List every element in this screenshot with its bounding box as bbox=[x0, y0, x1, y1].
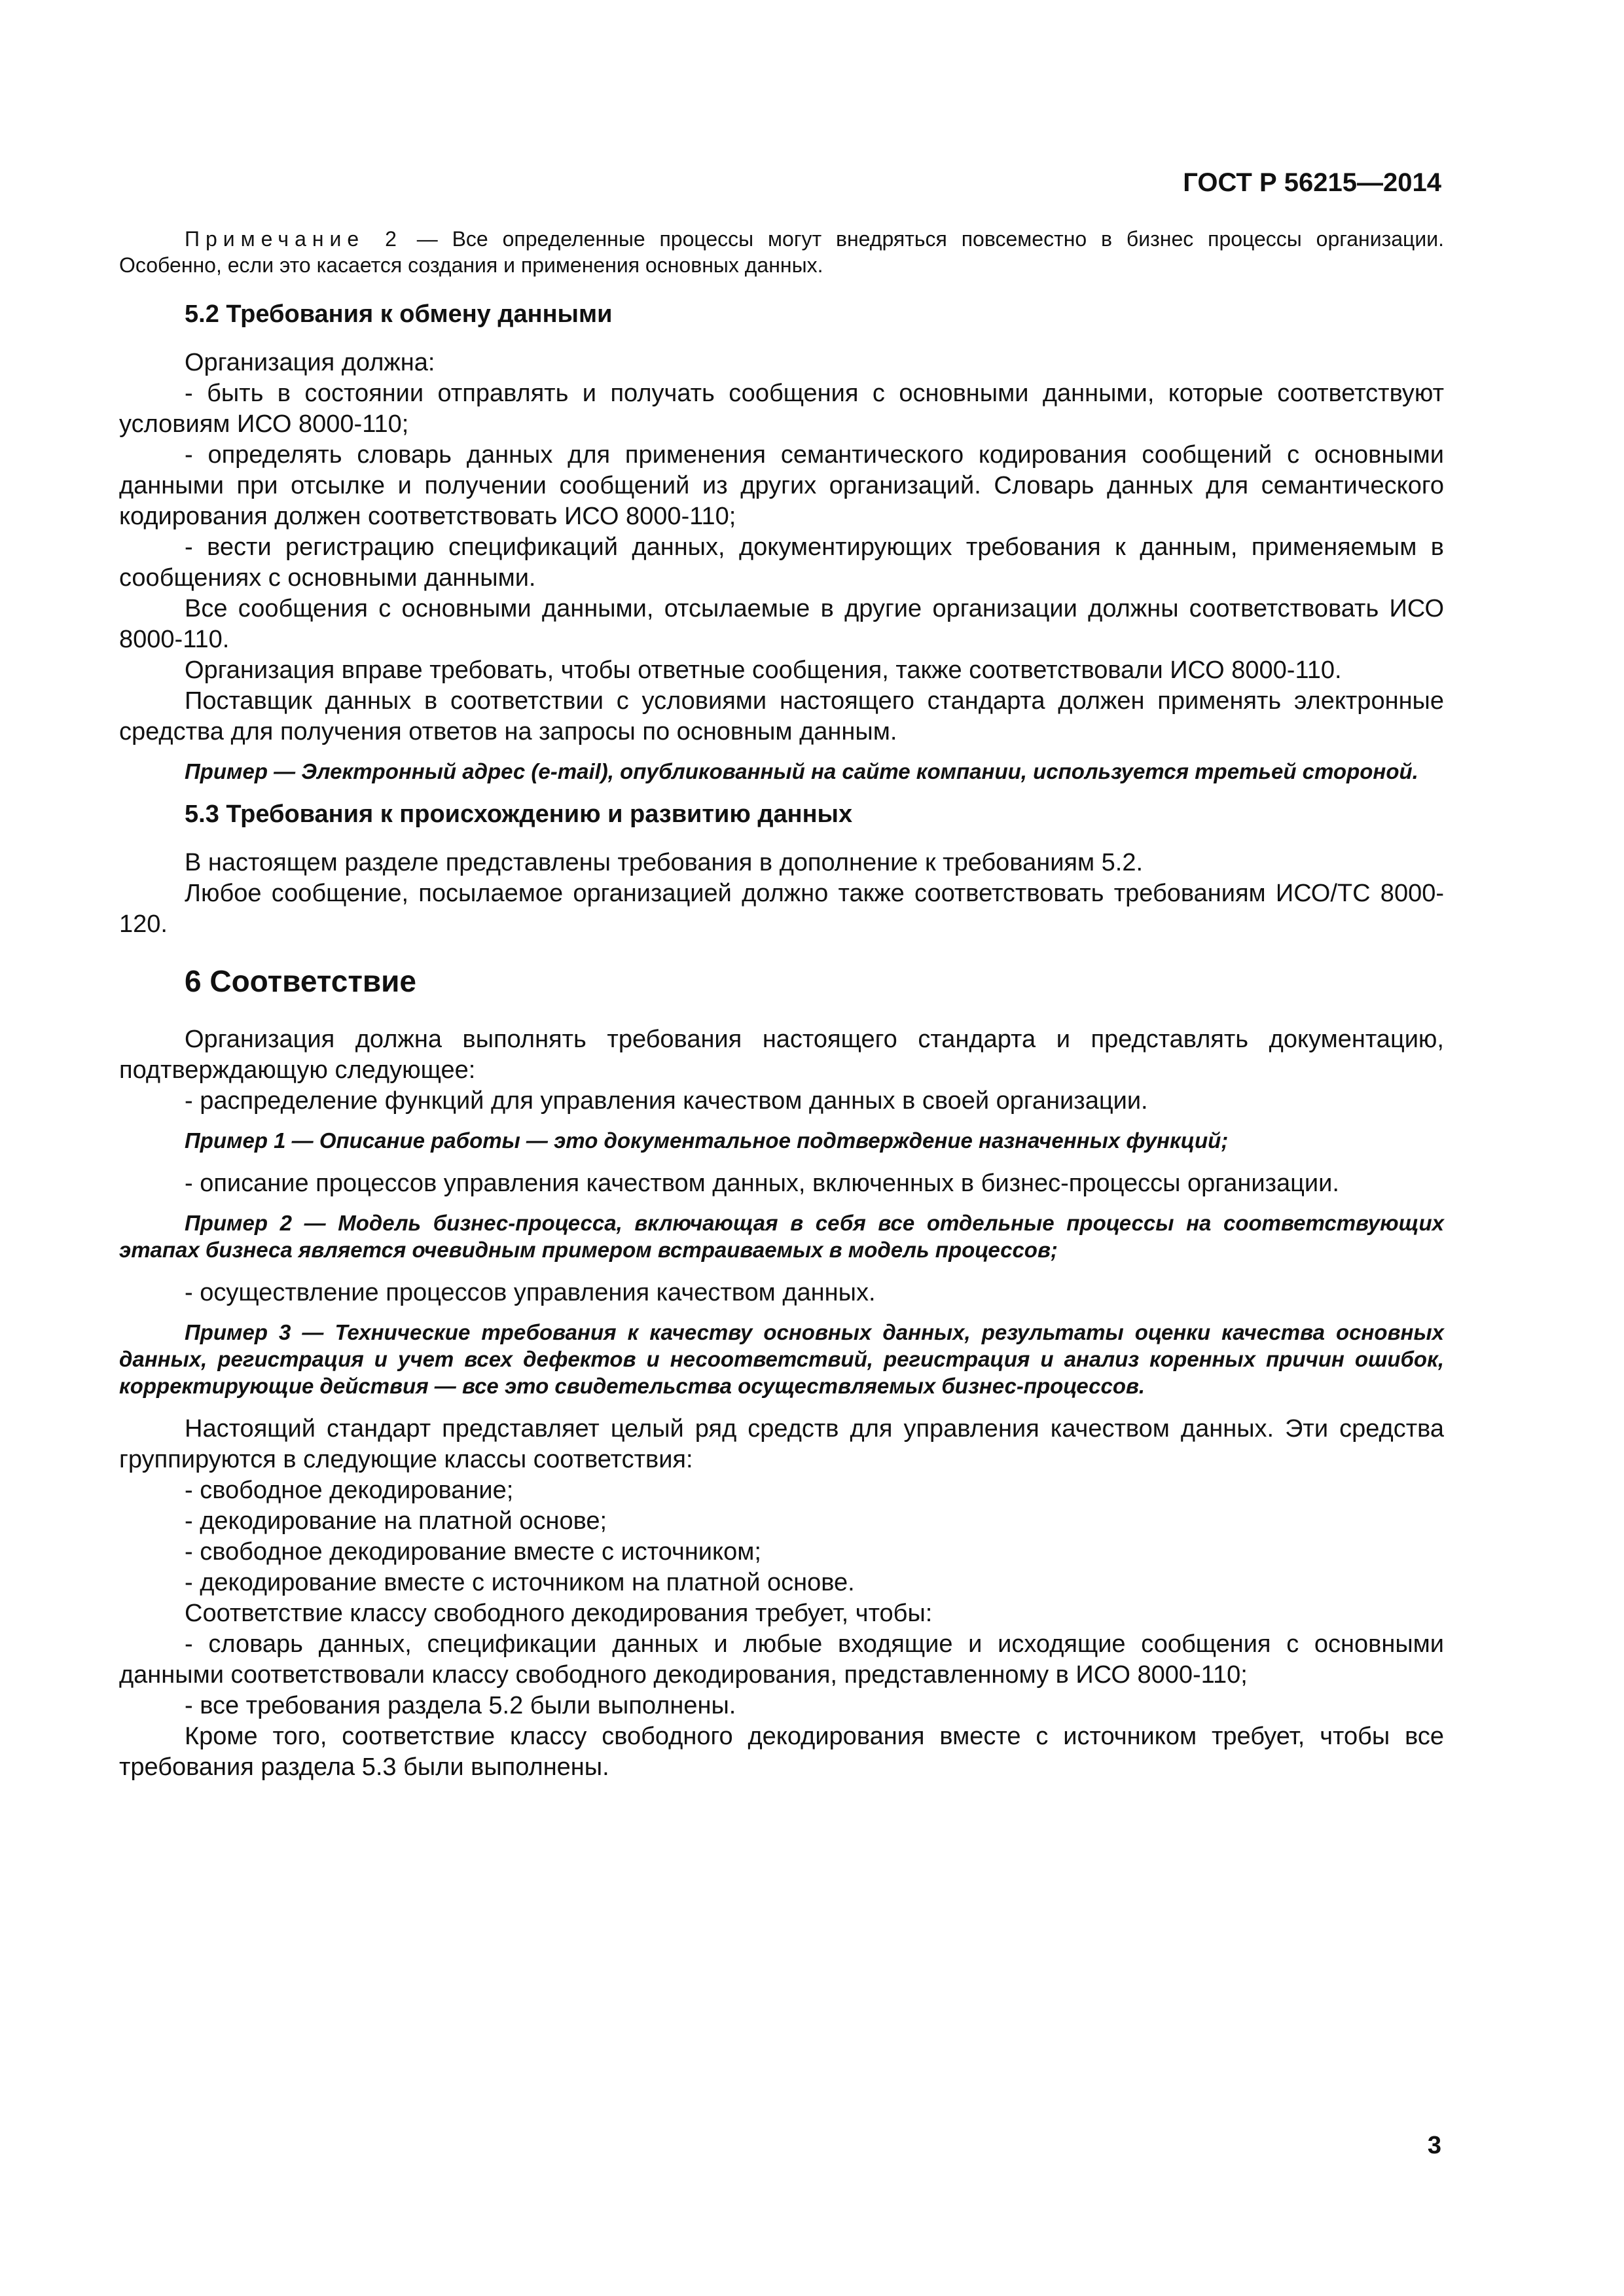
paragraph: Настоящий стандарт представляет целый ряд средств для управления качеством данных. Эти средства группируются в следующие классы соответствия: bbox=[119, 1415, 1444, 1473]
paragraph: Все сообщения с основными данными, отсылаемые в другие организации должны соответствовать ИСО 8000-110. bbox=[119, 595, 1444, 653]
list-item: - быть в состоянии отправлять и получать сообщения с основными данными, которые соответствуют условиям ИСО 8000-110; bbox=[119, 380, 1444, 438]
example-2: Пример 2 — Модель бизнес-процесса, включающая в себя все отдельные процессы на соответствующих этапах бизнеса является очевидным примером встраиваемых в модель процессов; bbox=[119, 1211, 1444, 1262]
example-1: Пример 1 — Описание работы — это документальное подтверждение назначенных функций; bbox=[185, 1128, 1229, 1153]
standard-number: ГОСТ Р 56215—2014 bbox=[1183, 168, 1441, 197]
list-item: - свободное декодирование; bbox=[185, 1477, 514, 1504]
paragraph: Организация вправе требовать, чтобы ответные сообщения, также соответствовали ИСО 8000-110. bbox=[185, 656, 1342, 684]
example-3: Пример 3 — Технические требования к качеству основных данных, результаты оценки качества основных данных, регистрация и учет всех дефектов и несоответствий, регистрация и анализ коренных причин ошибок, корректирующие действия — все это свидетельства осуществляемых бизнес-процессов. bbox=[119, 1320, 1444, 1398]
note-text: — Все определенные процессы могут внедряться повсеместно в бизнес процессы организации. Особенно, если это касается создания и применения основных данных. bbox=[119, 227, 1445, 277]
list-item: - декодирование на платной основе; bbox=[185, 1507, 607, 1535]
note-label: Примечание 2 bbox=[185, 227, 403, 251]
list-item: - определять словарь данных для применения семантического кодирования сообщений с основными данными при отсылке и получении сообщений из других организаций. Словарь данных для семантического кодирования должен соответствовать ИСО 8000-110; bbox=[119, 441, 1444, 530]
paragraph: Поставщик данных в соответствии с условиями настоящего стандарта должен применять электронные средства для получения ответов на запросы по основным данным. bbox=[119, 687, 1444, 745]
list-item: - описание процессов управления качеством данных, включенных в бизнес-процессы организации. bbox=[185, 1170, 1339, 1197]
example-email: Пример — Электронный адрес (e-mail), опубликованный на сайте компании, используется третьей стороной. bbox=[185, 759, 1418, 783]
paragraph: Соответствие классу свободного декодирования требует, чтобы: bbox=[185, 1600, 933, 1627]
list-item: - словарь данных, спецификации данных и любые входящие и исходящие сообщения с основными данными соответствовали классу свободного декодирования, представленному в ИСО 8000-110; bbox=[119, 1630, 1444, 1689]
list-item: - распределение функций для управления качеством данных в своей организации. bbox=[185, 1087, 1148, 1115]
paragraph: Кроме того, соответствие классу свободного декодирования вместе с источником требует, чтобы все требования раздела 5.3 были выполнены. bbox=[119, 1723, 1444, 1781]
section-5-3-heading: 5.3 Требования к происхождению и развитию данных bbox=[185, 800, 853, 828]
list-item: - декодирование вместе с источником на платной основе. bbox=[185, 1569, 855, 1596]
list-item: - осуществление процессов управления качеством данных. bbox=[185, 1279, 876, 1306]
paragraph: Организация должна: bbox=[185, 349, 435, 376]
list-item: - все требования раздела 5.2 были выполнены. bbox=[185, 1692, 736, 1719]
paragraph: Организация должна выполнять требования настоящего стандарта и представлять документацию, подтверждающую следующее: bbox=[119, 1026, 1444, 1084]
page-number: 3 bbox=[1427, 2132, 1441, 2159]
page-content bbox=[119, 226, 1444, 1783]
list-item: - свободное декодирование вместе с источником; bbox=[185, 1538, 761, 1566]
paragraph: Любое сообщение, посылаемое организацией должно также соответствовать требованиям ИСО/ТС 8000-120. bbox=[119, 880, 1444, 938]
section-5-2-heading: 5.2 Требования к обмену данными bbox=[185, 300, 613, 328]
section-6-heading: 6 Соответствие bbox=[185, 964, 416, 998]
paragraph: В настоящем разделе представлены требования в дополнение к требованиям 5.2. bbox=[185, 849, 1144, 876]
note-2 bbox=[119, 226, 1444, 278]
list-item: - вести регистрацию спецификаций данных, документирующих требования к данным, применяемым в сообщениях с основными данными. bbox=[119, 533, 1444, 592]
